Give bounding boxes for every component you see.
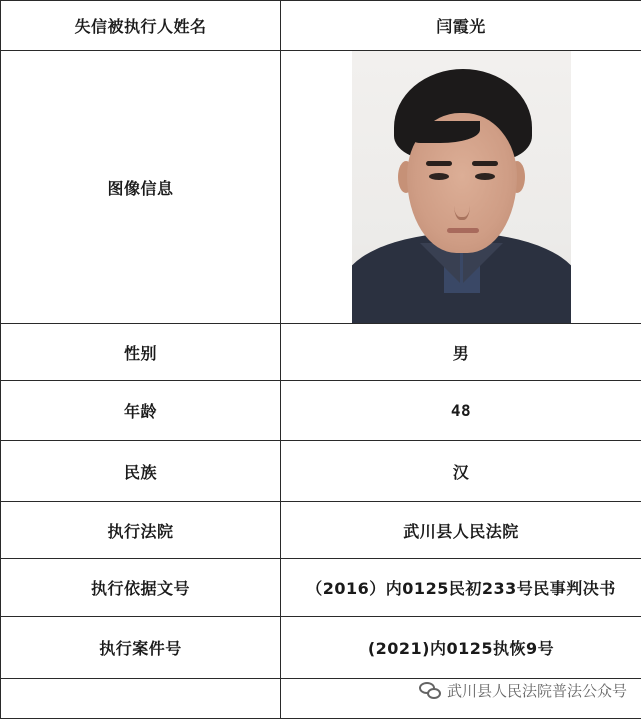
person-photo (352, 51, 571, 323)
table-row-name (1, 1, 641, 51)
table-row-case-number (1, 617, 641, 679)
case-number-label: 执行案件号 (1, 617, 281, 679)
age-label: 年龄 (1, 381, 281, 441)
gender-value: 男 (281, 324, 641, 381)
age-value: 48 (281, 381, 641, 441)
photo-label: 图像信息 (1, 51, 281, 324)
table-row-ethnicity (1, 441, 641, 502)
court-value: 武川县人民法院 (281, 502, 641, 559)
table-row-basis-number (1, 559, 641, 617)
name-value: 闫霞光 (281, 1, 641, 51)
watermark (419, 680, 627, 701)
table-row-court (1, 502, 641, 559)
table-row-photo (1, 51, 641, 324)
empty-label (1, 679, 281, 719)
watermark-text: 武川县人民法院普法公众号 (447, 680, 627, 701)
gender-label: 性别 (1, 324, 281, 381)
table-row-age (1, 381, 641, 441)
ethnicity-value: 汉 (281, 441, 641, 502)
court-label: 执行法院 (1, 502, 281, 559)
basis-number-label: 执行依据文号 (1, 559, 281, 617)
name-label: 失信被执行人姓名 (1, 1, 281, 51)
case-number-value: (2021)内0125执恢9号 (281, 617, 641, 679)
table-row-gender (1, 324, 641, 381)
wechat-icon (419, 682, 443, 700)
ethnicity-label: 民族 (1, 441, 281, 502)
basis-number-value: （2016）内0125民初233号民事判决书 (281, 559, 641, 617)
photo-cell (281, 51, 641, 324)
